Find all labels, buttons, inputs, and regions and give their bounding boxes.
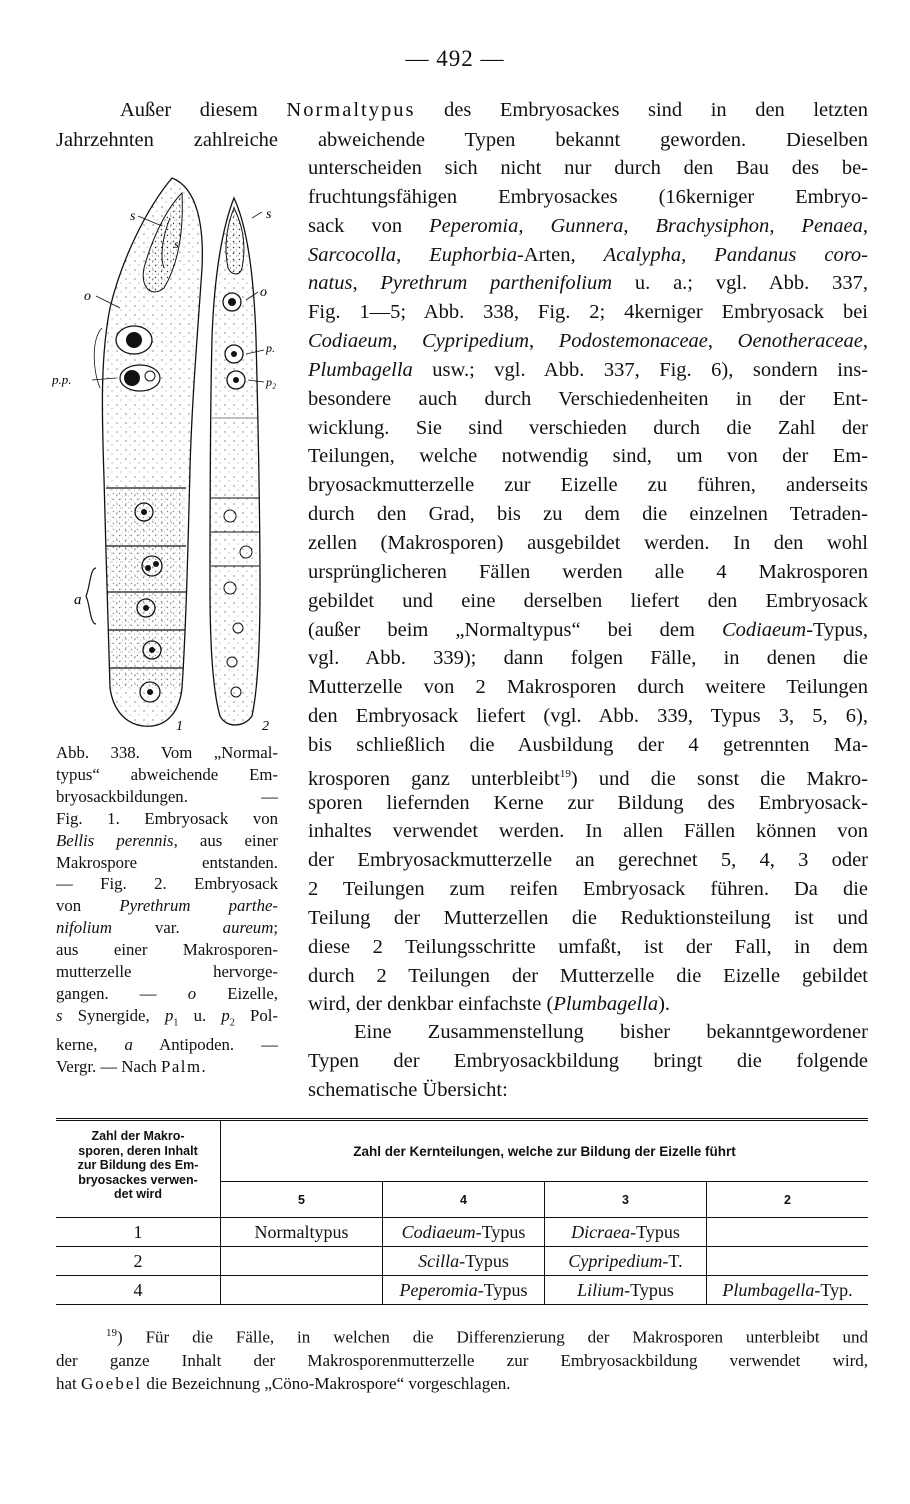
table-main-header: Zahl der Kernteilungen, welche zur Bildung der Eizelle führt (221, 1121, 868, 1182)
footnote-line: der ganze Inhalt der Makrosporenmutterzelle zur Embryosackbildung verwendet wird, (56, 1350, 868, 1370)
body-text-line: zellen (Makrosporen) ausgebildet werden. In den wohl (308, 531, 868, 554)
body-text-line: Teilungen, welche notwendig sind, um von der Em- (308, 445, 868, 468)
label-fig-1: 1 (176, 719, 183, 734)
intro-line-1a: Außer diesem (120, 99, 287, 121)
body-text-line: ursprünglicheren Fällen werden alle 4 Makrosporen (308, 560, 868, 583)
body-text-line: sack von Peperomia, Gunnera, Brachysiphon, Penaea, (308, 214, 869, 237)
table-cell: Peperomia-Typus (382, 1276, 544, 1304)
fig2-embryo-sac (210, 198, 260, 725)
body-text-line: sporen liefernden Kerne zur Bildung des Embryosack- (308, 791, 868, 814)
body-text-line: den Embryosack liefert (vgl. Abb. 339, Typus 3, 5, 6), (308, 705, 868, 728)
table-cell (221, 1276, 382, 1304)
footnote-line: $^{19}$) Für die Fälle, in welchen die Differenzierung der Makrosporen unterbleibt und (106, 1327, 868, 1347)
table-row (56, 1247, 868, 1276)
table-cell: Cypripedium-T. (544, 1247, 706, 1275)
caption-line: mutterzelle hervorge- (56, 962, 278, 982)
body-text-line: unterscheiden sich nicht nur durch den Bau des be- (308, 157, 868, 179)
embryo-sac-drawing (52, 168, 288, 740)
body-text-line: bis schließlich die Ausbildung der 4 getrennten Ma- (308, 733, 868, 756)
embryo-sac-types-table (56, 1118, 868, 1305)
intro-term-normaltypus: Normaltypus (286, 99, 416, 121)
table-row (56, 1276, 868, 1304)
caption-line: Bellis perennis, aus einer (56, 830, 278, 850)
body-text-line: Plumbagella usw.; vgl. Abb. 337, Fig. 6), sondern ins- (308, 358, 868, 381)
label-s-fig2: s (266, 207, 272, 222)
caption-line: gangen. — o Eizelle, (56, 983, 278, 1003)
left-header-line: sporen, deren Inhalt (78, 1143, 198, 1158)
table-left-header (56, 1121, 221, 1217)
intro-line-2: Jahrzehnten zahlreiche abweichende Typen bekannt geworden. Dieselben (56, 128, 868, 151)
intro-paragraph (56, 96, 868, 155)
body-text-line: der Embryosackmutterzelle an gerechnet 5, 4, 3 oder (308, 849, 868, 872)
caption-line: kerne, a Antipoden. — (56, 1035, 278, 1055)
caption-line: typus“ abweichende Em- (56, 764, 278, 784)
footnote-line: hat Goebel die Bezeichnung „Cöno-Makrospore“ vorgeschlagen. (56, 1374, 511, 1394)
caption-line: nifolium var. aureum; (56, 918, 278, 938)
subheader-4: 4 (382, 1182, 544, 1217)
caption-line: s Synergide, $p_1$ u. $p_2$ Pol- (56, 1005, 279, 1029)
body-text-line: wicklung. Sie sind verschieden durch die Zahl der (308, 416, 868, 439)
subheader-2: 2 (706, 1182, 868, 1217)
page-number: — 492 — (405, 46, 505, 71)
subheader-3: 3 (544, 1182, 706, 1217)
body-text-line: fruchtungsfähigen Embryosackes (16kerniger Embryo- (308, 185, 868, 208)
body-text-line: durch den Grad, bis zu dem die einzelnen Tetraden- (308, 503, 868, 526)
body-text-line: Mutterzelle von 2 Makrosporen durch weitere Teilungen (308, 676, 868, 699)
body-text-line: besondere auch durch Verschiedenheiten in der Ent- (308, 387, 868, 410)
left-header-line: det wird (114, 1187, 162, 1201)
left-header-line: Zahl der Makro- (91, 1129, 185, 1143)
subheader-5: 5 (298, 1192, 305, 1207)
body-text-line: (außer beim „Normaltypus“ bei dem Codiaeum-Typus, (308, 618, 868, 641)
body-text-line: bryosackmutterzelle zur Eizelle zu führen, anderseits (308, 474, 868, 497)
summary-text-line: Typen der Embryosackbildung bringt die folgende (308, 1050, 868, 1072)
table-cell: Normaltypus (254, 1222, 349, 1242)
caption-line: Vergr. — Nach Palm. (56, 1057, 206, 1077)
summary-text-line: schematische Übersicht: (308, 1079, 508, 1101)
main-paragraph (308, 154, 868, 1019)
table-row (56, 1218, 868, 1247)
body-text-line: gebildet und eine derselben liefert den Embryosack (308, 589, 868, 612)
caption-line: Makrospore entstanden. (56, 852, 278, 872)
body-text-line: Sarcocolla, Euphorbia-Arten, Acalypha, Pandanus coro- (308, 243, 869, 266)
caption-line: bryosackbildungen. — (56, 786, 278, 806)
body-text-line: inhaltes verwendet werden. In allen Fällen können von (308, 820, 868, 843)
row-count: 1 (56, 1218, 221, 1246)
fig1-embryo-sac (86, 178, 202, 726)
left-header-line: bryosackes verwen- (78, 1172, 198, 1187)
caption-line: Abb. 338. Vom „Normal- (56, 743, 278, 762)
label-p2: p₂ (266, 375, 277, 389)
footnote (56, 1322, 868, 1395)
body-text-line: krosporen ganz unterbleibt$^{19}$) und die sonst die Makro- (308, 767, 869, 790)
intro-line-1c: des Embryosackes sind in den letzten (415, 99, 868, 121)
caption-line: aus einer Makrosporen- (56, 940, 278, 960)
caption-line: von Pyrethrum parthe- (56, 896, 278, 916)
body-text-line: natus, Pyrethrum parthenifolium u. a.; vgl. Abb. 337, (308, 272, 869, 295)
caption-line: — Fig. 2. Embryosack (56, 874, 278, 894)
row-count: 4 (56, 1276, 221, 1304)
row-count: 2 (56, 1247, 221, 1275)
table-cell (221, 1247, 382, 1275)
table-cell (706, 1247, 868, 1275)
label-fig-2: 2 (262, 719, 269, 734)
body-text-line: Fig. 1—5; Abb. 338, Fig. 2; 4kerniger Embryosack bei (308, 301, 868, 324)
caption-line: Fig. 1. Embryosack von (56, 808, 278, 828)
body-text-line: wird, der denkbar einfachste (Plumbagella). (308, 993, 671, 1016)
label-s-inner: s (174, 237, 179, 251)
table-cell: Plumbagella-Typ. (706, 1276, 868, 1304)
table-cell: Codiaeum-Typus (382, 1218, 544, 1246)
body-text-line: Codiaeum, Cypripedium, Podostemonaceae, Oenotheraceae, (308, 330, 868, 353)
summary-paragraph (308, 1018, 868, 1105)
label-pp: p.p. (52, 372, 72, 387)
table-header (56, 1121, 868, 1218)
figure-abb-338 (52, 168, 288, 740)
body-text-line: durch 2 Teilungen der Mutterzelle die Eizelle gebildet (308, 964, 868, 987)
label-a: a (74, 592, 82, 608)
label-s-fig1: s (130, 209, 136, 224)
table-cell: Scilla-Typus (382, 1247, 544, 1275)
body-text-line: 2 Teilungen zum reifen Embryosack führen. Da die (308, 878, 868, 901)
summary-text-line: Eine Zusammenstellung bisher bekanntgewordener (354, 1021, 868, 1043)
body-text-line: vgl. Abb. 339); dann folgen Fälle, in denen die (308, 647, 868, 670)
body-text-line: Teilung der Mutterzellen die Reduktionsteilung ist und (308, 906, 868, 929)
left-header-line: zur Bildung des Em- (77, 1158, 199, 1172)
table-cell: Dicraea-Typus (544, 1218, 706, 1246)
label-p1: p. (266, 341, 275, 355)
label-o-fig2: o (260, 285, 267, 300)
table-cell: Lilium-Typus (544, 1276, 706, 1304)
label-o-fig1: o (84, 289, 91, 304)
body-text-line: diese 2 Teilungsschritte umfaßt, ist der Fall, in dem (308, 935, 868, 958)
figure-caption (56, 742, 278, 1078)
table-cell (706, 1218, 868, 1246)
